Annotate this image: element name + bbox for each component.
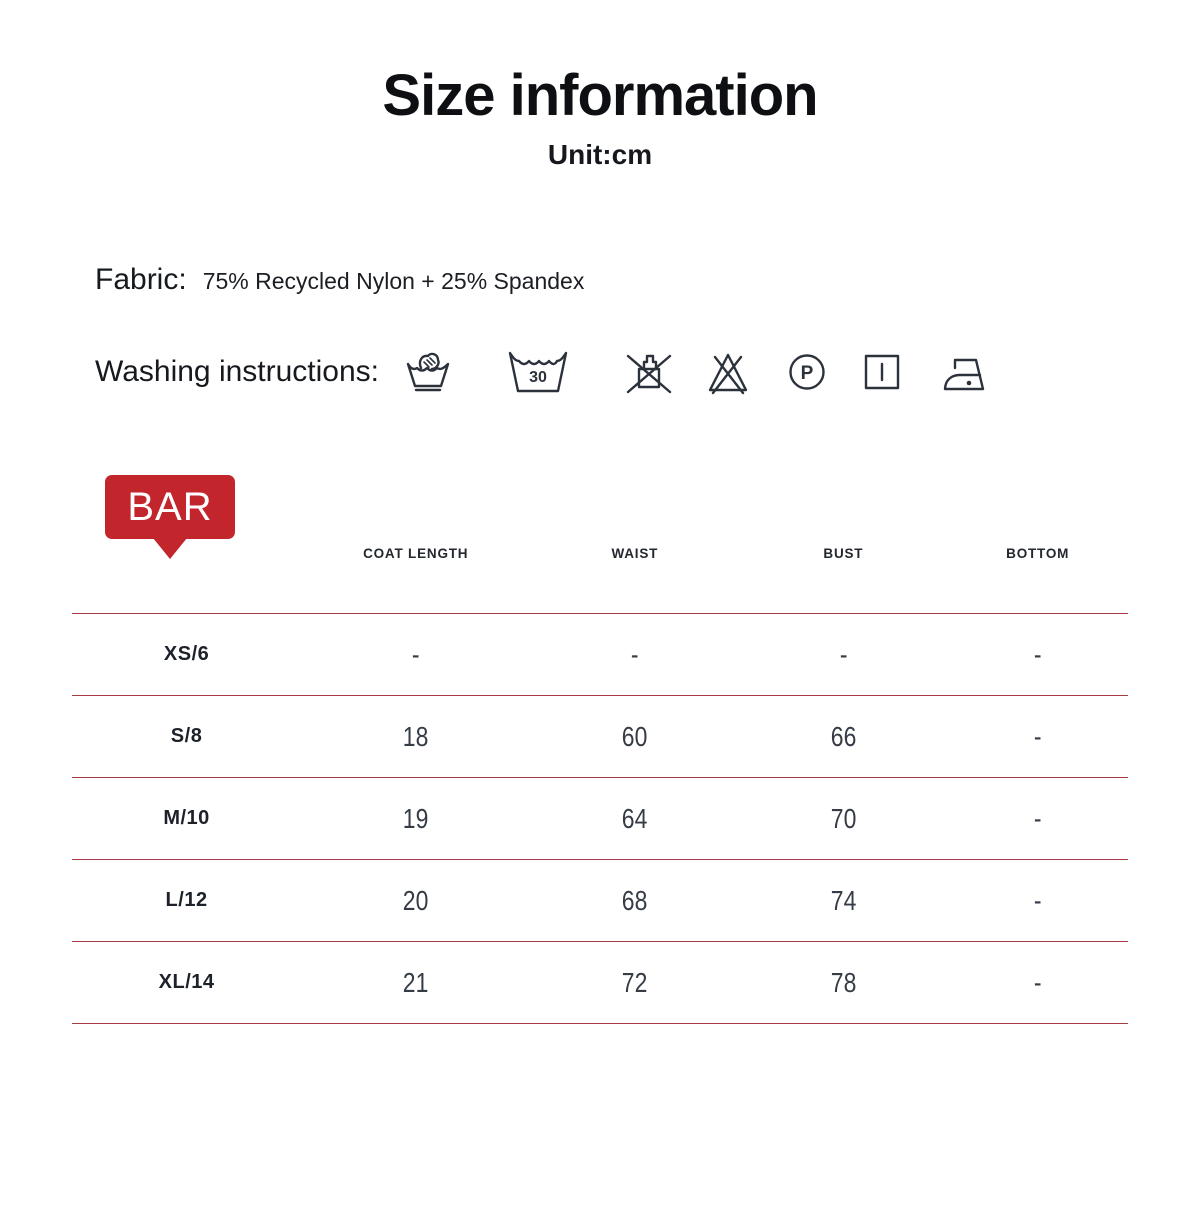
size-standard-badge-label: BAR: [127, 484, 213, 529]
size-table: [72, 475, 1128, 1024]
value-cell: -: [1033, 802, 1042, 834]
size-cell: XL/14: [158, 971, 215, 993]
value-cell: -: [839, 638, 848, 670]
value-cell: 19: [402, 802, 429, 834]
size-standard-badge: [105, 475, 235, 539]
fabric-label: Fabric:: [95, 263, 187, 296]
washing-instructions-row: [95, 347, 1200, 397]
value-cell: 78: [830, 966, 857, 998]
svg-text:P: P: [800, 363, 814, 384]
fabric-row: [95, 263, 1200, 297]
value-cell: 64: [622, 802, 648, 834]
machine-wash-30-icon: [507, 348, 569, 396]
column-header-size: [72, 546, 301, 561]
value-cell: -: [630, 638, 639, 670]
column-header-coat-length: COAT LENGTH: [363, 546, 469, 561]
do-not-bleach-icon: [705, 349, 751, 395]
size-table-head: [72, 475, 1128, 613]
value-cell: 20: [402, 884, 429, 916]
value-cell: -: [411, 638, 420, 670]
column-header-waist: WAIST: [611, 546, 659, 561]
value-cell: 70: [830, 802, 857, 834]
value-cell: -: [1033, 638, 1042, 670]
value-cell: -: [1033, 966, 1042, 998]
value-cell: 21: [402, 966, 429, 998]
size-cell: L/12: [165, 889, 208, 911]
value-cell: -: [1033, 884, 1042, 916]
iron-low-heat-icon: [941, 351, 989, 393]
size-information-page: [0, 62, 1200, 1210]
care-icons-strip: [379, 347, 989, 397]
washing-instructions-label: Washing instructions:: [95, 355, 380, 388]
hand-wash-icon: [405, 349, 451, 395]
size-cell: M/10: [163, 807, 210, 829]
svg-text:30: 30: [529, 369, 547, 386]
table-row: [72, 860, 1128, 942]
table-row: [72, 614, 1128, 696]
value-cell: 60: [622, 720, 648, 752]
value-cell: 72: [622, 966, 648, 998]
size-table-body: [72, 613, 1128, 1024]
size-cell: S/8: [170, 725, 203, 747]
value-cell: 74: [830, 884, 857, 916]
unit-label: Unit:cm: [547, 139, 653, 170]
fabric-value: 75% Recycled Nylon + 25% Spandex: [202, 268, 585, 294]
drip-dry-icon: [863, 353, 901, 391]
value-cell: -: [1033, 720, 1042, 752]
table-row: [72, 942, 1128, 1024]
table-row: [72, 778, 1128, 860]
column-header-bottom: BOTTOM: [1006, 546, 1070, 561]
value-cell: 66: [830, 720, 857, 752]
do-not-bleach-container-icon: [623, 347, 675, 397]
column-header-bust: BUST: [823, 546, 864, 561]
size-cell: XS/6: [163, 643, 210, 665]
value-cell: 18: [402, 720, 429, 752]
dry-clean-p-icon: [787, 352, 827, 392]
page-title: Size information: [382, 63, 818, 128]
table-row: [72, 696, 1128, 778]
value-cell: 68: [622, 884, 648, 916]
column-headers: [72, 546, 1128, 561]
